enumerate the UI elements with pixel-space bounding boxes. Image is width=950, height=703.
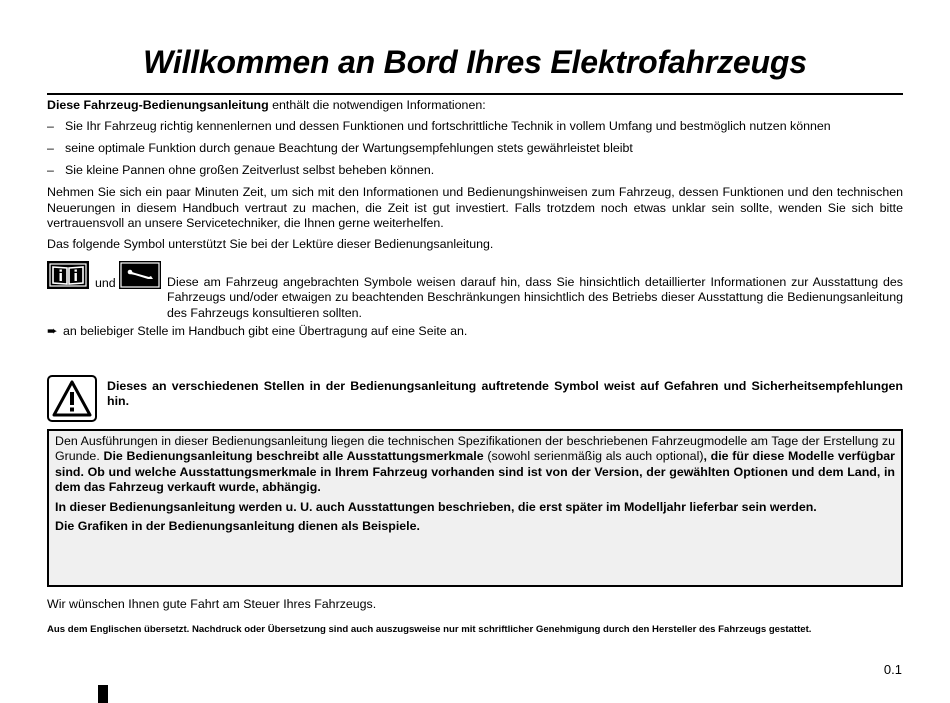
- symbols-row: [47, 261, 903, 319]
- note-text: Den Ausführungen in dieser Bedienungsanleitung liegen die technischen Spezifikationen der beschriebenen Fahrzeugmodelle am Tage der Erstellung zu Grunde.: [55, 434, 895, 464]
- list-item-text: seine optimale Funktion durch genaue Beachtung der Wartungsempfehlungen stets gewährleistet bleibt: [65, 141, 633, 156]
- intro-bold: Diese Fahrzeug-Bedienungsanleitung: [47, 98, 269, 112]
- page-title: Willkommen an Bord Ihres Elektrofahrzeugs: [143, 44, 807, 80]
- page-reference-note: [47, 324, 903, 339]
- list-item-text: Sie Ihr Fahrzeug richtig kennenlernen und dessen Funktionen und fortschrittliche Technik in vollem Umfang und bestmöglich nutzen können: [65, 119, 831, 134]
- note-text: (sowohl serienmäßig als auch optional): [483, 449, 704, 464]
- intro-rest: enthält die notwendigen Informationen:: [268, 98, 486, 112]
- dash-marker: –: [47, 119, 54, 134]
- symbols-und: und: [95, 275, 116, 290]
- list-item: [47, 119, 903, 134]
- title-divider: [47, 93, 903, 95]
- paragraph-symbol-intro: Das folgende Symbol unterstützt Sie bei der Lektüre dieser Bedienungsanleitung.: [47, 237, 494, 252]
- dash-marker: –: [47, 141, 54, 156]
- intro-paragraph: [47, 98, 903, 113]
- paragraph-time: Nehmen Sie sich ein paar Minuten Zeit, um sich mit den Informationen und Bedienungshinweisen zum Fahrzeug, dessen Funktionen und den technischen Neuerungen in diesem Handbuch vertraut zu machen, die Zeit ist gut investiert. Falls trotzdem noch etwas unklar sein sollte, wenden Sie sich bitte vertrauensvoll an unsere Servicetechniker, die Ihnen gerne weiterhelfen.: [47, 185, 903, 230]
- note-bold: Die Bedienungsanleitung beschreibt alle Ausstattungsmerkmale: [103, 449, 484, 464]
- note-paragraph-3: Die Grafiken in der Bedienungsanleitung dienen als Beispiele.: [55, 519, 420, 534]
- list-item-text: Sie kleine Pannen ohne großen Zeitverlust selbst beheben können.: [65, 163, 435, 178]
- closing-wish: Wir wünschen Ihnen gute Fahrt am Steuer Ihres Fahrzeugs.: [47, 597, 377, 611]
- wrench-icon: [119, 261, 161, 289]
- warning-block: [47, 375, 903, 425]
- list-item: [47, 163, 903, 178]
- warning-text: Dieses an verschiedenen Stellen in der Bedienungsanleitung auftretende Symbol weist auf Gefahren und Sicherheitsempfehlungen hin.: [107, 379, 903, 409]
- dash-marker: –: [47, 163, 54, 178]
- warning-triangle-icon: [47, 375, 97, 422]
- note-paragraph: [55, 434, 895, 496]
- copyright-note: Aus dem Englischen übersetzt. Nachdruck oder Übersetzung sind auch auszugsweise nur mit schriftlicher Genehmigung durch den Hersteller des Fahrzeugs gestattet.: [47, 624, 812, 635]
- page-number: 0.1: [883, 662, 902, 677]
- book-info-icon: [47, 261, 89, 289]
- note-paragraph-2: In dieser Bedienungsanleitung werden u. U. auch Ausstattungen beschrieben, die erst später im Modelljahr lieferbar sein werden.: [55, 499, 817, 514]
- page-reference-text: an beliebiger Stelle im Handbuch gibt eine Übertragung auf eine Seite an.: [63, 323, 468, 338]
- arrow-icon: ➨: [47, 323, 58, 338]
- body-content: [47, 98, 903, 339]
- note-bold: , die für diese Modelle verfügbar sind. Ob und welche Ausstattungsmerkmale in Ihrem Fahrzeug vorhanden sind ist von der Version, der gewählten Optionen und dem Land, in dem das Fahrzeug verkauft wurde, abhängig.: [55, 449, 895, 495]
- symbols-description: Diese am Fahrzeug angebrachten Symbole weisen darauf hin, dass Sie hinsichtlich detaillierter Informationen zur Ausstattung des Fahrzeugs und/oder etwaigen zu beachtenden Beschränkungen hinsichtlich des Betriebs dieser Ausstattung die Bedienungsanleitung des Fahrzeugs konsultieren sollten.: [167, 274, 903, 320]
- list-item: [47, 141, 903, 156]
- page-edge-marker: [98, 685, 108, 703]
- note-box: [47, 429, 903, 587]
